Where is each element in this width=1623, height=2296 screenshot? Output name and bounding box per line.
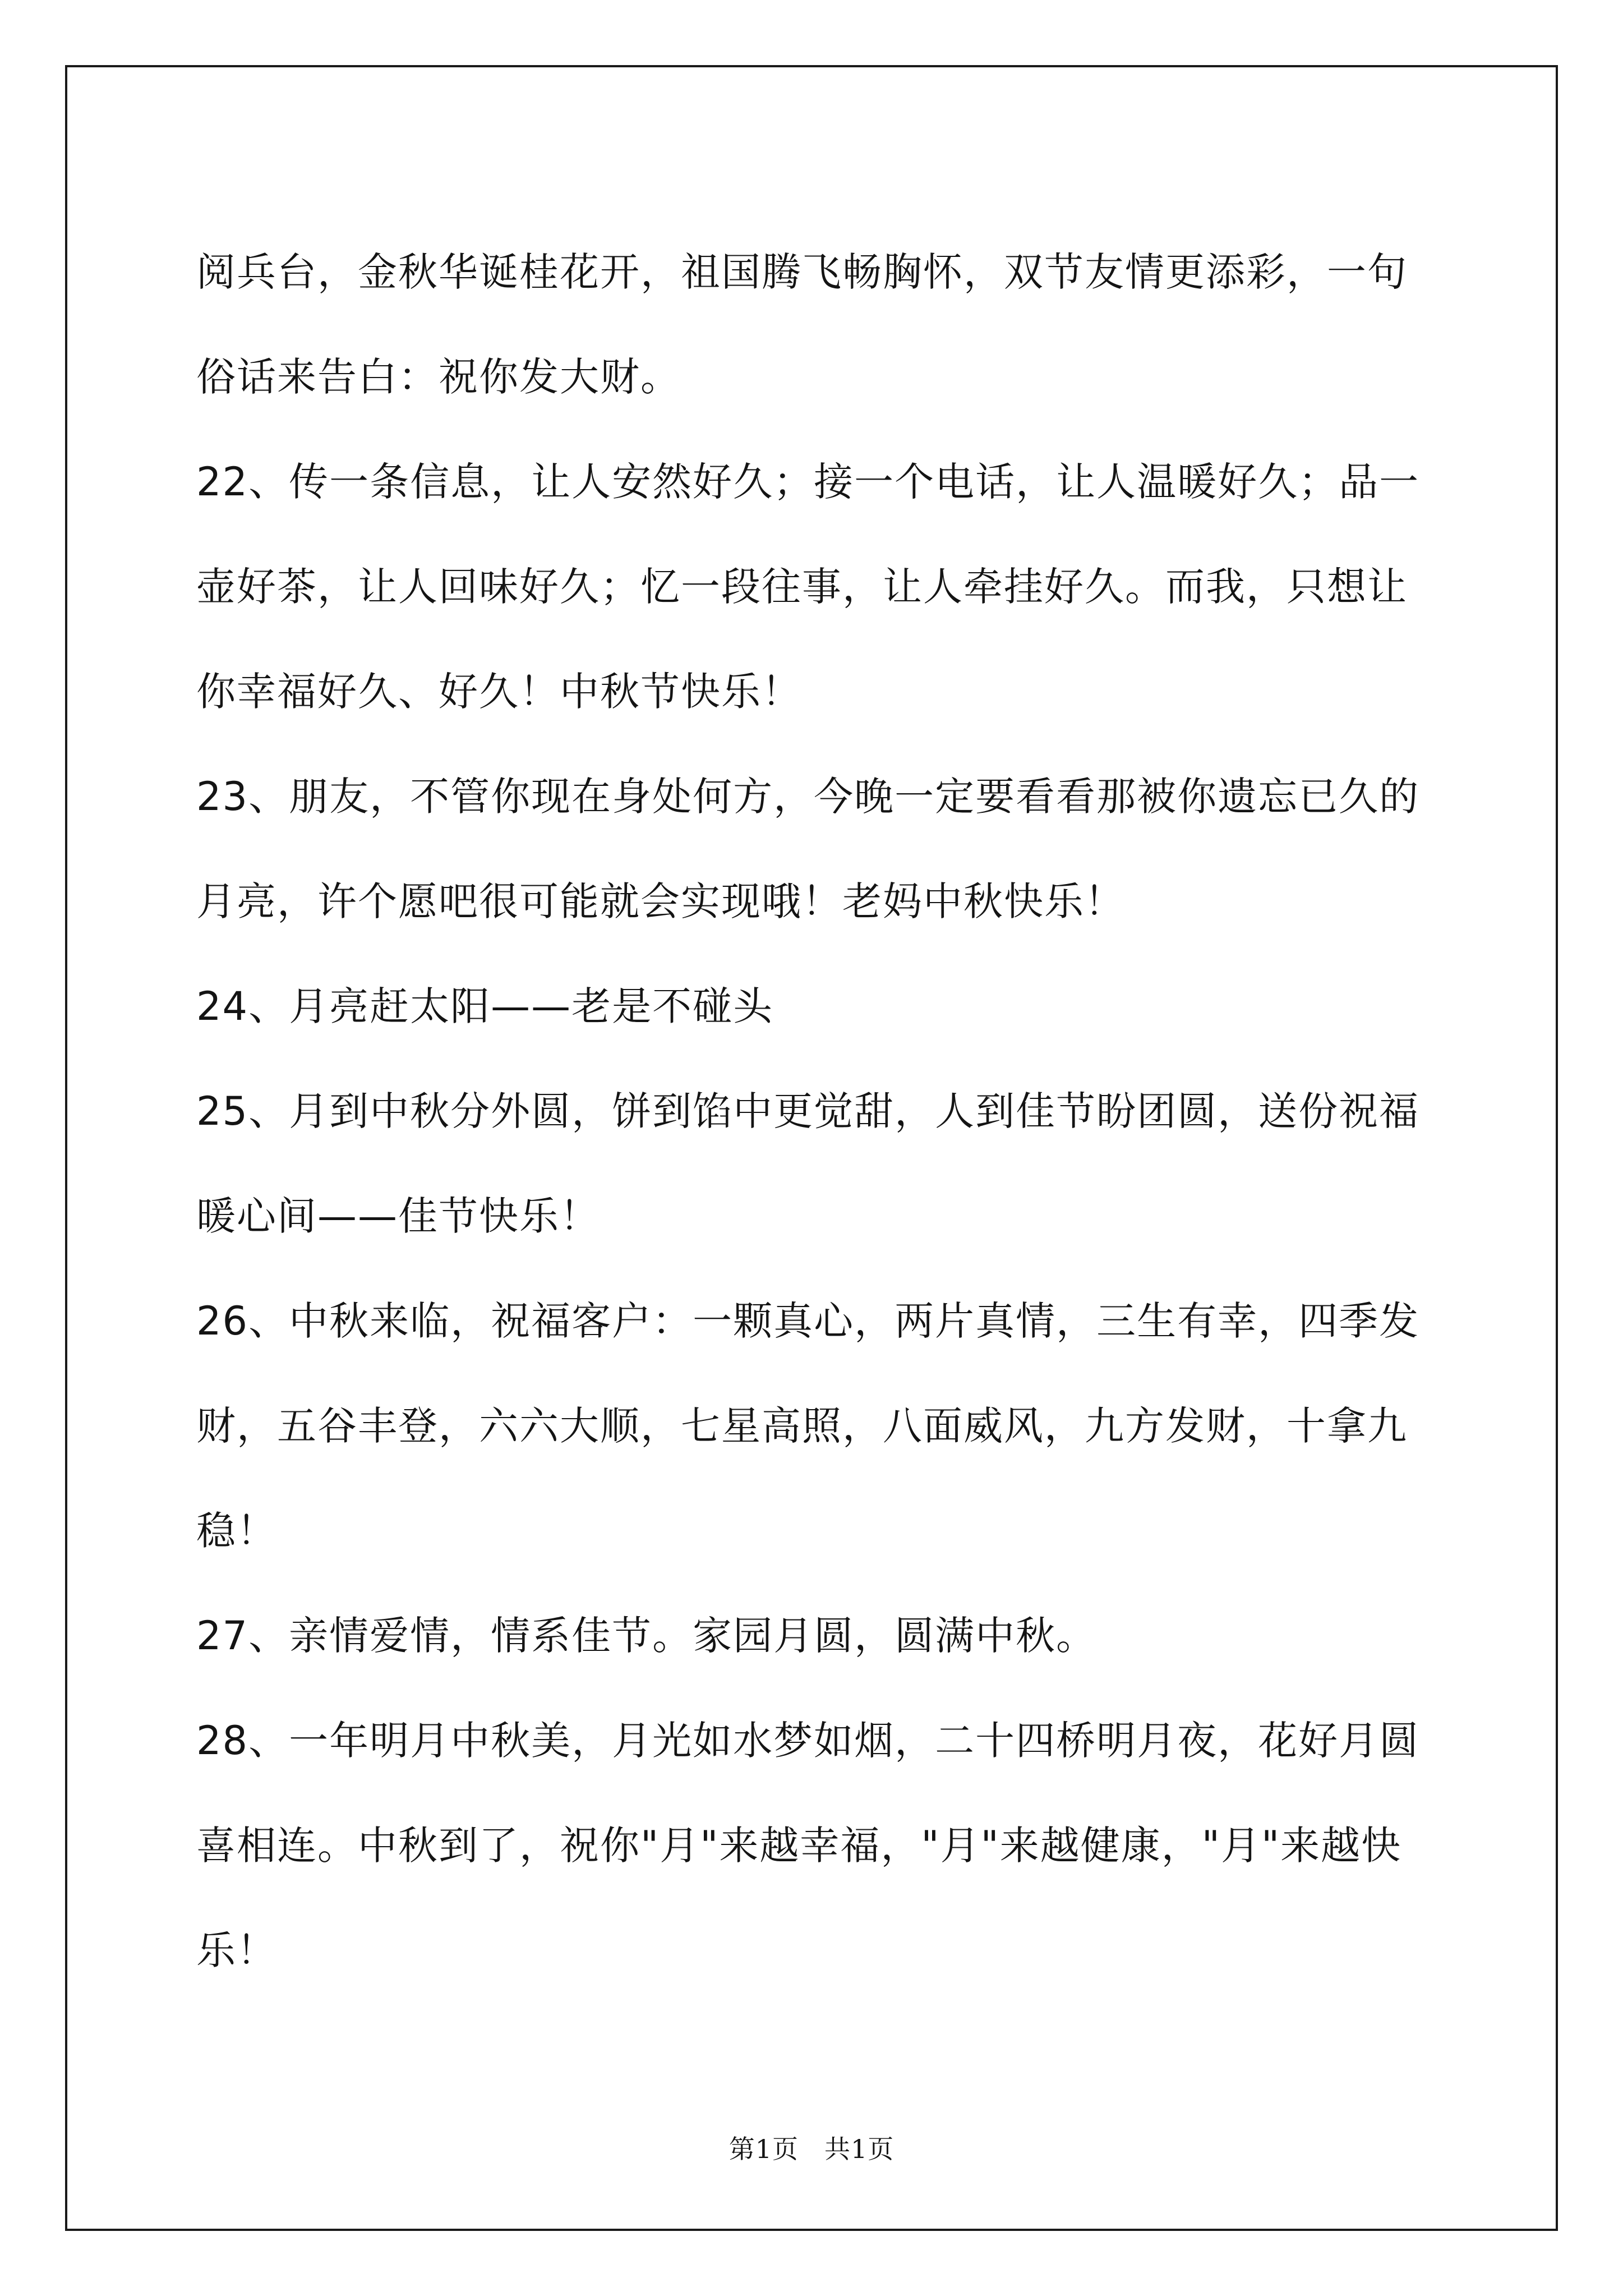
text-line: 23、朋友，不管你现在身处何方，今晚一定要看看那被你遗忘已久的: [196, 774, 1420, 820]
text-line: 稳！: [196, 1508, 277, 1554]
text-line: 暖心间——佳节快乐！: [196, 1193, 600, 1239]
text-line: 你幸福好久、好久！中秋节快乐！: [196, 669, 802, 715]
page-footer: [0, 2129, 1623, 2166]
text-line: 25、月到中秋分外圆，饼到馅中更觉甜，人到佳节盼团圆，送份祝福: [196, 1088, 1420, 1134]
text-line: 28、一年明月中秋美，月光如水梦如烟，二十四桥明月夜，花好月圆: [196, 1718, 1420, 1764]
text-line: 俗话来告白：祝你发大财。: [196, 354, 681, 400]
text-line: 26、中秋来临，祝福客户：一颗真心，两片真情，三生有幸，四季发: [196, 1298, 1420, 1344]
text-line: 22、传一条信息，让人安然好久；接一个电话，让人温暖好久；品一: [196, 459, 1420, 505]
page-number: 第1页: [728, 2134, 799, 2164]
text-line: 阅兵台，金秋华诞桂花开，祖国腾飞畅胸怀，双节友情更添彩，一句: [196, 249, 1408, 295]
document-body: [196, 220, 1436, 2003]
text-line: 乐！: [196, 1927, 277, 1973]
text-line: 喜相连。中秋到了，祝你"月"来越幸福，"月"来越健康，"月"来越快: [196, 1823, 1402, 1869]
page-total: 共1页: [824, 2134, 895, 2164]
text-line: 财，五谷丰登，六六大顺，七星高照，八面威风，九方发财，十拿九: [196, 1403, 1408, 1449]
text-line: 壶好茶，让人回味好久；忆一段往事，让人牵挂好久。而我，只想让: [196, 564, 1408, 610]
text-line: 24、月亮赶太阳——老是不碰头: [196, 983, 774, 1029]
text-line: 月亮，许个愿吧很可能就会实现哦！老妈中秋快乐！: [196, 878, 1125, 924]
text-line: 27、亲情爱情，情系佳节。家园月圆，圆满中秋。: [196, 1613, 1097, 1659]
